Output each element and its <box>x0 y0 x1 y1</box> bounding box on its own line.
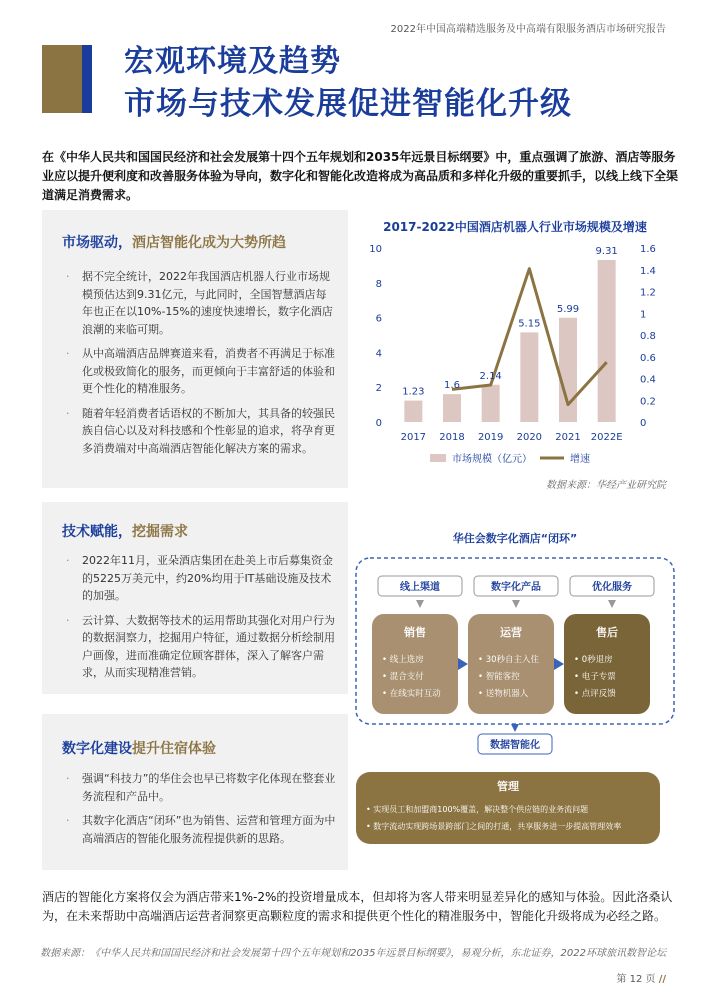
bar <box>598 260 616 422</box>
management-item: • 数字流动实现跨场景跨部门之间的打通，共享服务进一步提高管理效率 <box>366 822 622 831</box>
process-item: • 送物机器人 <box>478 689 529 699</box>
list-item: · 2022年11月，亚朵酒店集团在赴美上市后募集资金的5225万美元中，约20%均用于IT基础设施及技术的加强。 <box>64 552 336 605</box>
closing-paragraph: 酒店的智能化方案将仅会为酒店带来1%-2%的投资增量成本，但却将为客人带来明显差异化的感知与体验。因此洛桑认为，在未来帮助中高端酒店运营者洞察更高颗粒度的需求和提供更个性化的精准服务中，智能化升级将成为必经之路。 <box>42 890 673 923</box>
section-title-emphasis: 挖掘需求 <box>132 524 188 540</box>
bar-value-label: 5.15 <box>518 318 541 330</box>
legend-bar-label: 市场规模（亿元） <box>452 454 532 465</box>
footer-source: 数据来源：《中华人民共和国国民经济和社会发展第十四个五年规划和2035年远景目标纲要》，易观分析，东北证券，2022环球旅讯数智论坛 <box>40 948 666 959</box>
list-item: · 据不完全统计，2022年我国酒店机器人行业市场规模预估达到9.31亿元，与此同时，全国智慧酒店每年也正在以10%-15%的速度快速增长，数字化酒店浪潮的来临可期。 <box>64 268 336 338</box>
channel-label: 优化服务 <box>592 582 632 593</box>
y-left-tick-label: 0 <box>375 418 382 429</box>
process-item: • 点评反馈 <box>574 689 616 699</box>
process-item: • 30秒自主入住 <box>478 655 540 665</box>
down-arrow-icon <box>511 724 519 732</box>
right-arrow-icon <box>554 658 564 670</box>
y-right-tick-label: 1.6 <box>640 244 656 255</box>
y-left-tick-label: 6 <box>375 313 382 325</box>
process-item: • 线上选房 <box>382 655 424 665</box>
process-item: • 0秒退房 <box>574 655 613 665</box>
list-item: · 随着年轻消费者话语权的不断加大，其具备的较强民族自信心以及对科技感和个性彰显的追求，将孕育更多消费端对中高端酒店智能化解决方案的需求。 <box>64 405 336 458</box>
process-item: • 在线实时互动 <box>382 689 441 699</box>
x-tick-label: 2021 <box>555 432 581 443</box>
x-tick-label: 2018 <box>439 432 465 443</box>
closed-loop-diagram <box>350 524 680 880</box>
section-title-lead: 技术赋能， <box>62 524 132 540</box>
y-right-tick-label: 0.2 <box>640 396 656 408</box>
process-item: • 电子专票 <box>574 672 616 682</box>
market-size-chart <box>360 236 676 472</box>
page-subtitle: 市场与技术发展促进智能化升级 <box>124 86 572 122</box>
legend-bar-swatch <box>430 454 446 462</box>
section-title <box>62 738 216 758</box>
chart-source: 数据来源：华经产业研究院 <box>546 480 666 491</box>
bar-value-label: 2.14 <box>479 370 502 382</box>
page-title: 宏观环境及趋势 <box>124 44 341 79</box>
process-item: • 混合支付 <box>382 672 424 682</box>
legend-line-label: 增速 <box>570 454 590 465</box>
list-item: · 从中高端酒店品牌赛道来看，消费者不再满足于标准化或极致简化的服务，而更倾向于丰富舒适的体验和更个性化的精准服务。 <box>64 345 336 398</box>
bar-value-label: 9.31 <box>595 246 618 258</box>
x-tick-label: 2019 <box>477 432 504 443</box>
section-title-emphasis: 提升住宿体验 <box>132 741 216 757</box>
data-intelligence-label: 数据智能化 <box>490 740 540 751</box>
y-right-tick-label: 0.8 <box>640 331 656 342</box>
bar <box>404 401 422 422</box>
process-title: 售后 <box>596 626 618 639</box>
report-title: 2022年中国高端精选服务及中高端有限服务酒店市场研究报告 <box>390 24 666 35</box>
y-right-tick-label: 0 <box>640 418 647 429</box>
section-title-lead: 数字化建设 <box>62 741 132 757</box>
section-title-lead: 市场驱动， <box>62 235 132 251</box>
channel-label: 线上渠道 <box>400 582 440 593</box>
title-accent-stripe <box>82 45 92 113</box>
bullet-list <box>64 770 336 854</box>
section-title-emphasis: 酒店智能化成为大势所趋 <box>132 235 286 251</box>
process-column <box>468 614 554 714</box>
process-title: 销售 <box>404 626 426 639</box>
page-number <box>616 970 666 985</box>
process-column <box>372 614 458 714</box>
y-left-tick-label: 8 <box>375 278 382 290</box>
y-right-tick-label: 0.4 <box>640 374 656 386</box>
section-tech-panel <box>42 502 348 694</box>
bar-value-label: 1.6 <box>444 380 460 392</box>
x-tick-label: 2022E <box>590 432 623 443</box>
page-number-label: 第 12 页 <box>616 974 656 985</box>
y-right-tick-label: 1.4 <box>640 265 656 277</box>
right-arrow-icon <box>458 658 468 670</box>
bar-value-label: 5.99 <box>556 303 580 315</box>
section-title <box>62 232 286 252</box>
list-item: · 强调“科技力”的华住会也早已将数字化体现在整套业务流程和产品中。 <box>64 770 336 805</box>
y-left-tick-label: 2 <box>375 383 382 395</box>
title-accent-bar <box>42 45 82 113</box>
page-mark: // <box>658 974 666 985</box>
bullet-list <box>64 268 336 464</box>
process-column <box>564 614 650 714</box>
process-item: • 智能客控 <box>478 672 520 682</box>
section-title <box>62 521 188 541</box>
bar-value-label: 1.23 <box>402 386 425 398</box>
y-left-tick-label: 10 <box>369 244 382 255</box>
management-item: • 实现员工和加盟商100%覆盖，解决整个供应链的业务流问题 <box>366 805 589 814</box>
y-right-tick-label: 0.6 <box>640 352 656 364</box>
intro-paragraph: 在《中华人民共和国国民经济和社会发展第十四个五年规划和2035年远景目标纲要》中，重点强调了旅游、酒店等服务业应以提升便利度和改善服务体验为导向，数字化和智能化改造将成为高品质和多样化升级的重要抓手，以线上线下全渠道满足消费需求。 <box>42 150 679 202</box>
down-arrow-icon <box>608 600 616 608</box>
down-arrow-icon <box>512 600 520 608</box>
management-title: 管理 <box>497 780 519 793</box>
process-title: 运营 <box>500 626 522 639</box>
y-left-tick-label: 4 <box>375 348 382 360</box>
section-digital-panel <box>42 714 348 870</box>
y-right-tick-label: 1 <box>640 309 647 321</box>
x-tick-label: 2017 <box>400 432 427 443</box>
y-right-tick-label: 1.2 <box>640 287 656 299</box>
bar <box>443 394 461 422</box>
channel-label: 数字化产品 <box>491 582 541 593</box>
down-arrow-icon <box>416 600 424 608</box>
bar <box>520 332 538 422</box>
bar <box>559 318 577 422</box>
bar <box>482 385 500 422</box>
diagram-title: 华住会数字化酒店“闭环” <box>452 532 578 545</box>
chart-title: 2017-2022中国酒店机器人行业市场规模及增速 <box>383 220 647 234</box>
x-tick-label: 2020 <box>516 432 543 443</box>
bullet-list <box>64 552 336 689</box>
list-item: · 云计算、大数据等技术的运用帮助其强化对用户行为的数据洞察力，挖掘用户特征，通过数据分析绘制用户画像，进而准确定位顾客群体，深入了解客户需求，从而实现精准营销。 <box>64 612 336 682</box>
section-market-panel <box>42 210 348 488</box>
list-item: · 其数字化酒店“闭环”也为销售、运营和管理方面为中高端酒店的智能化服务流程提供新的思路。 <box>64 812 336 847</box>
